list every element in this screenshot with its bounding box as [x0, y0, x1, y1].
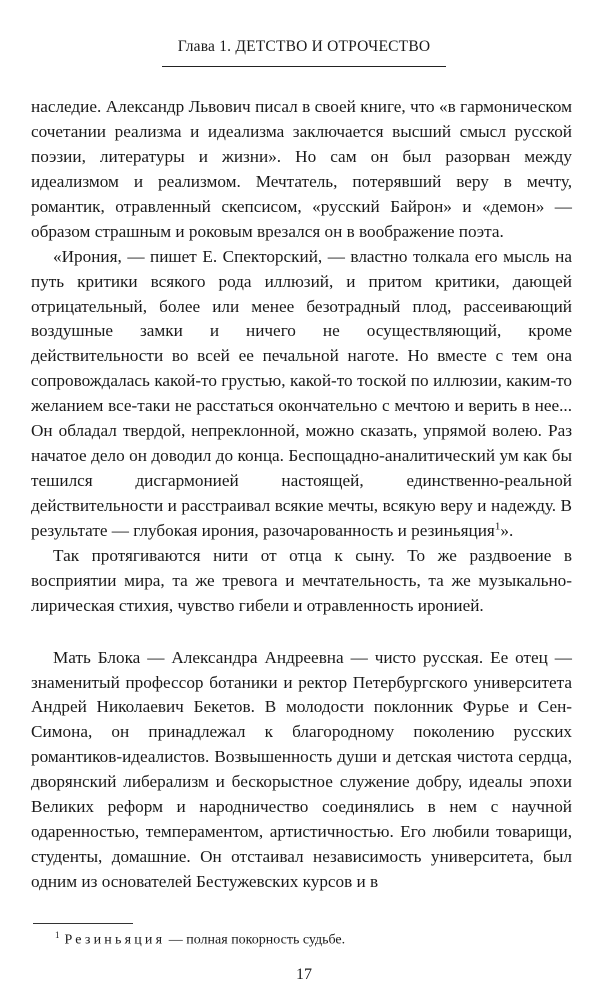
- paragraph-2-end: ».: [500, 520, 514, 540]
- paragraph-2-text: «Ирония, — пишет Е. Спекторский, — властно толкала его мысль на путь критики всякого рода иллюзий, и притом критики, дающей отрицательный, более или менее безотрадный плод, рассеивающий воздушные замки и ничего не осуществляющий, кроме действительности во всей ее печальной наготе. Но вместе с тем она сопровождалась какой-то грустью, какой-то тоской по иллюзии, каким-то желанием все-таки не расстаться окончательно с мечтою и верить в нее... Он обладал твердой, непреклонной, можно сказать, упрямой волею. Раз начатое дело он доводил до конца. Беспощадно-аналитический ум как бы тешился дисгармонией настоящей, единственно-реальной действительности и расстраивал всякие мечты, всякую веру и надежду. В результате — глубокая ирония, разочарованность и резиньяция: [31, 246, 572, 540]
- header-rule: [162, 66, 446, 67]
- paragraph-4: Мать Блока — Александра Андреевна — чисто русская. Ее отец — знаменитый профессор ботаники и ректор Петербургского университета Андрей Николаевич Бекетов. В молодости поклонник Фурье и Сен-Симона, он принадлежал к благородному поколению русских романтиков-идеалистов. Возвышенность души и детская чистота сердца, дворянский либерализм и бескорыстное служение добру, идеалы эпохи Великих реформ и народничество соединялись в нем с научной одаренностью, темпераментом, артистичностью. Его любили товарищи, студенты, домашние. Он отстаивал независимость университета, был одним из основателей Бестужевских курсов и в: [31, 647, 572, 892]
- footnote-reference: 1: [494, 520, 501, 533]
- footnote-number: 1: [55, 930, 60, 940]
- page-number: 17: [296, 966, 312, 983]
- running-header: Глава 1. ДЕТСТВО И ОТРОЧЕСТВО: [177, 38, 431, 55]
- body-text: [31, 95, 572, 895]
- footnote-rule: [33, 923, 133, 924]
- paragraph-1: наследие. Александр Львович писал в своей книге, что «в гармоническом сочетании реализма и идеализма заключается высший смысл русской поэзии, литературы и жизни». Но сам он был разорван между идеализмом и реализмом. Мечтатель, потерявший веру в мечту, романтик, отравленный скепсисом, «русский Байрон» и «демон» — образом страшным и роковым врезался он в воображение поэта.: [31, 97, 572, 241]
- paragraph-2: [31, 245, 572, 544]
- paragraph-3: Так протягиваются нити от отца к сыну. То же раздвоение в восприятии мира, та же тревога и мечтательность, та же музыкально-лирическая стихия, чувство гибели и отравленность иронией.: [31, 545, 572, 615]
- footnote-text: — полная покорность судьбе.: [165, 932, 346, 948]
- footnote-term: Резиньяция: [64, 932, 166, 948]
- footnote: [55, 930, 345, 949]
